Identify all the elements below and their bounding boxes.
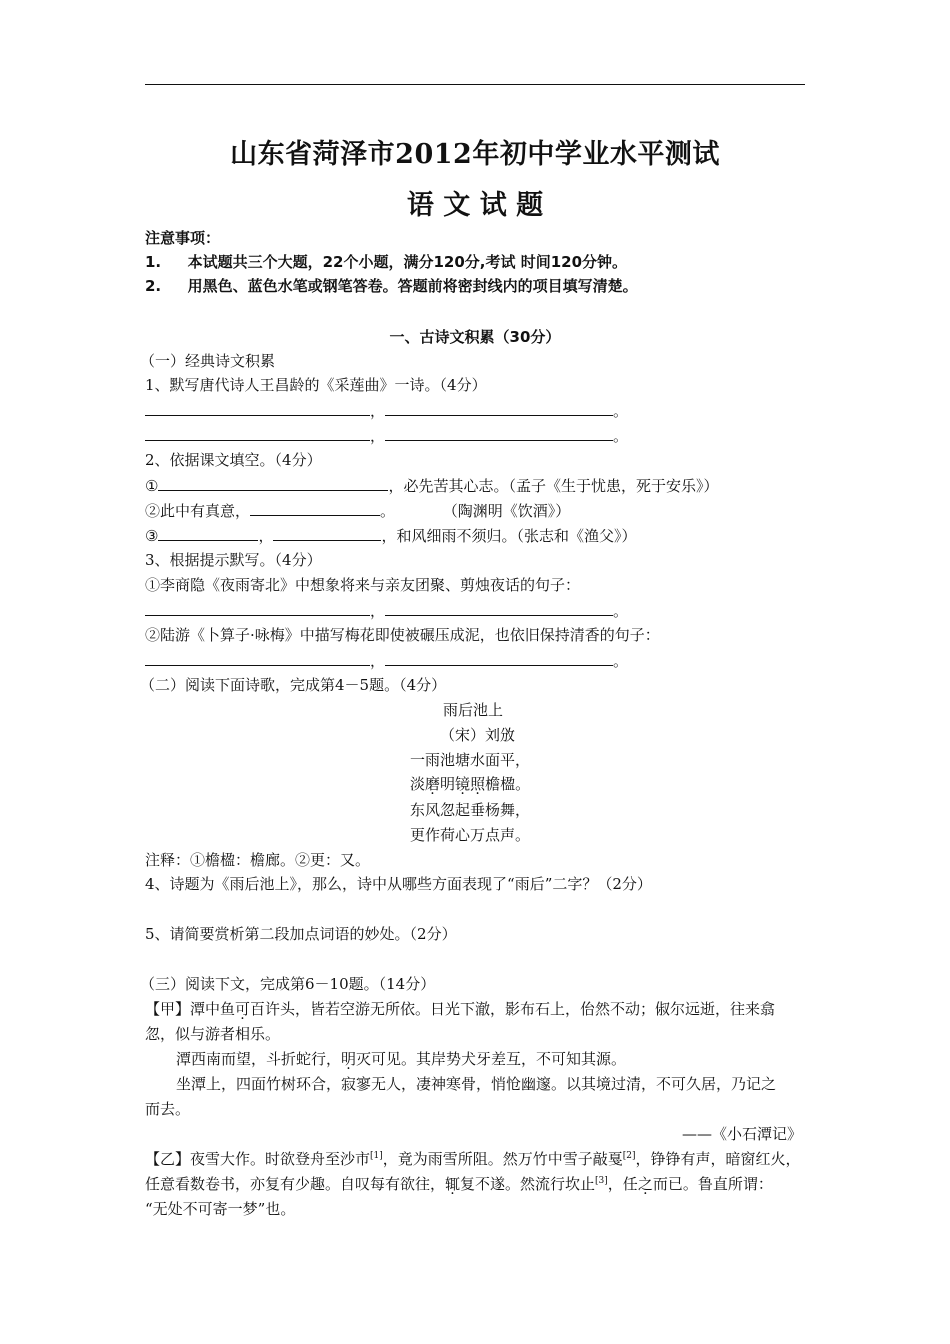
notice-item-2-num: 2. [145,277,162,295]
jia-para-2: 潭西南而望，斗折蛇行，明灭可见。其岸势犬牙差互，不可知其源。 [176,1050,627,1068]
answer-blank[interactable] [250,500,380,516]
section1-heading: 一、古诗文积累（30分） [389,328,561,346]
emphasis-dot-char: 镜 [455,775,471,793]
part3-heading: （三）阅读下文，完成第6－10题。（14分） [140,975,436,993]
exam-subtitle: 语 文 试 题 [406,190,544,221]
notice-item-1-num: 1. [145,253,162,271]
answer-blank[interactable] [145,600,370,616]
q2-item-1: ① ，必先苦其心志。（孟子《生于忧患，死于安乐》） [145,477,719,495]
jia-para-3-line-2: 而去。 [145,1100,191,1118]
jia-para-3-line-1: 坐潭上，四面竹树环合，寂寥无人，凄神寒骨，悄怆幽邃。以其境过清，不可久居，乃记之 [176,1075,777,1093]
notice-item-2-text: 用黑色、蓝色水笔或钢笔答卷。答题前将密封线内的项目填写清楚。 [187,277,638,295]
yi-para-line-1: 【乙】夜雪大作。时欲登舟至沙市[1]，竟为雨雪所阻。然万竹中雪子敲戛[2]，铮铮有声，暗窗红火， [145,1150,801,1168]
emphasis-dot-char: 可 [235,1000,251,1018]
question-5: 5、请简要赏析第二段加点词语的妙处。（2分） [145,925,457,943]
answer-blank[interactable] [385,400,613,416]
answer-blank[interactable] [273,525,381,541]
answer-blank[interactable] [145,400,370,416]
notice-item-1-text: 本试题共三个大题，22个小题，满分120分,考试 时间120分钟。 [187,253,628,271]
question-1: 1、默写唐代诗人王昌龄的《采莲曲》一诗。（4分） [145,376,487,394]
q2-item-3: ③ ， ，和风细雨不须归。（张志和《渔父》） [145,527,637,545]
part2-heading: （二）阅读下面诗歌，完成第4－5题。（4分） [140,676,447,694]
q3-answer-line-1: ， 。 [145,600,628,621]
poem-line-3: 东风忽起垂杨舞， [410,801,531,819]
exam-title: 山东省菏泽市2012年初中学业水平测试 [230,139,720,170]
question-3: 3、根据提示默写。（4分） [145,551,322,569]
poem-note: 注释：①檐楹：檐廊。②更：又。 [145,851,371,869]
notice-item-2 [145,276,638,296]
header-rule [145,84,805,85]
notice-heading: 注意事项： [145,229,221,247]
jia-para-1-line-1: 【甲】潭中鱼可百许头，皆若空游无所依。日光下澈，影布石上，佁然不动；俶尔远逝，往来翕 [145,1000,776,1018]
footnote-ref: [2] [622,1151,636,1161]
poem-line-2: 淡磨明镜照檐楹。 [410,775,531,793]
q3-item-1: ①李商隐《夜雨寄北》中想象将来与亲友团聚、剪烛夜话的句子： [145,576,581,594]
footnote-ref: [3] [595,1176,608,1186]
poem-line-4: 更作荷心万点声。 [410,826,531,844]
emphasis-dot-char: 明 [341,1050,357,1068]
poem-title: 雨后池上 [443,701,504,719]
footnote-ref: [1] [370,1151,383,1161]
part1-heading: （一）经典诗文积累 [140,352,276,370]
answer-blank[interactable] [385,425,613,441]
poem-author: （宋）刘攽 [440,726,516,744]
answer-blank[interactable] [158,475,388,491]
notice-item-1 [145,252,627,272]
q3-answer-line-2: ， 。 [145,650,628,671]
yi-para-line-3: “无处不可寄一梦”也。 [145,1200,296,1218]
answer-blank[interactable] [145,650,370,666]
question-2: 2、依据课文填空。（4分） [145,451,322,469]
question-4: 4、诗题为《雨后池上》，那么，诗中从哪些方面表现了“雨后”二字？（2分） [145,875,652,893]
answer-blank[interactable] [145,425,370,441]
answer-blank[interactable] [385,650,613,666]
emphasis-dot-char: 磨 [425,775,441,793]
q3-item-2: ②陆游《卜算子·咏梅》中描写梅花即使被碾压成泥，也依旧保持清香的句子： [145,626,660,644]
q2-item-2: ②此中有真意， 。 （陶渊明《饮酒》） [145,502,571,520]
poem-line-1: 一雨池塘水面平， [410,751,531,769]
jia-para-1-line-2: 忽，似与游者相乐。 [145,1025,281,1043]
q1-answer-line-2: ， 。 [145,425,628,446]
answer-blank[interactable] [158,525,258,541]
yi-para-line-2: 任意看数卷书，亦复有少趣。自叹每有欲往，辄复不遂。然流行坎止[3]，任之而已。鲁直所谓： [145,1175,773,1193]
emphasis-dot-char: 照 [470,775,486,793]
emphasis-dot-char: 辄 [445,1175,461,1193]
q1-answer-line-1: ， 。 [145,400,628,421]
jia-source: ——《小石潭记》 [681,1125,802,1143]
emphasis-dot-char: 之 [637,1175,653,1193]
answer-blank[interactable] [385,600,613,616]
